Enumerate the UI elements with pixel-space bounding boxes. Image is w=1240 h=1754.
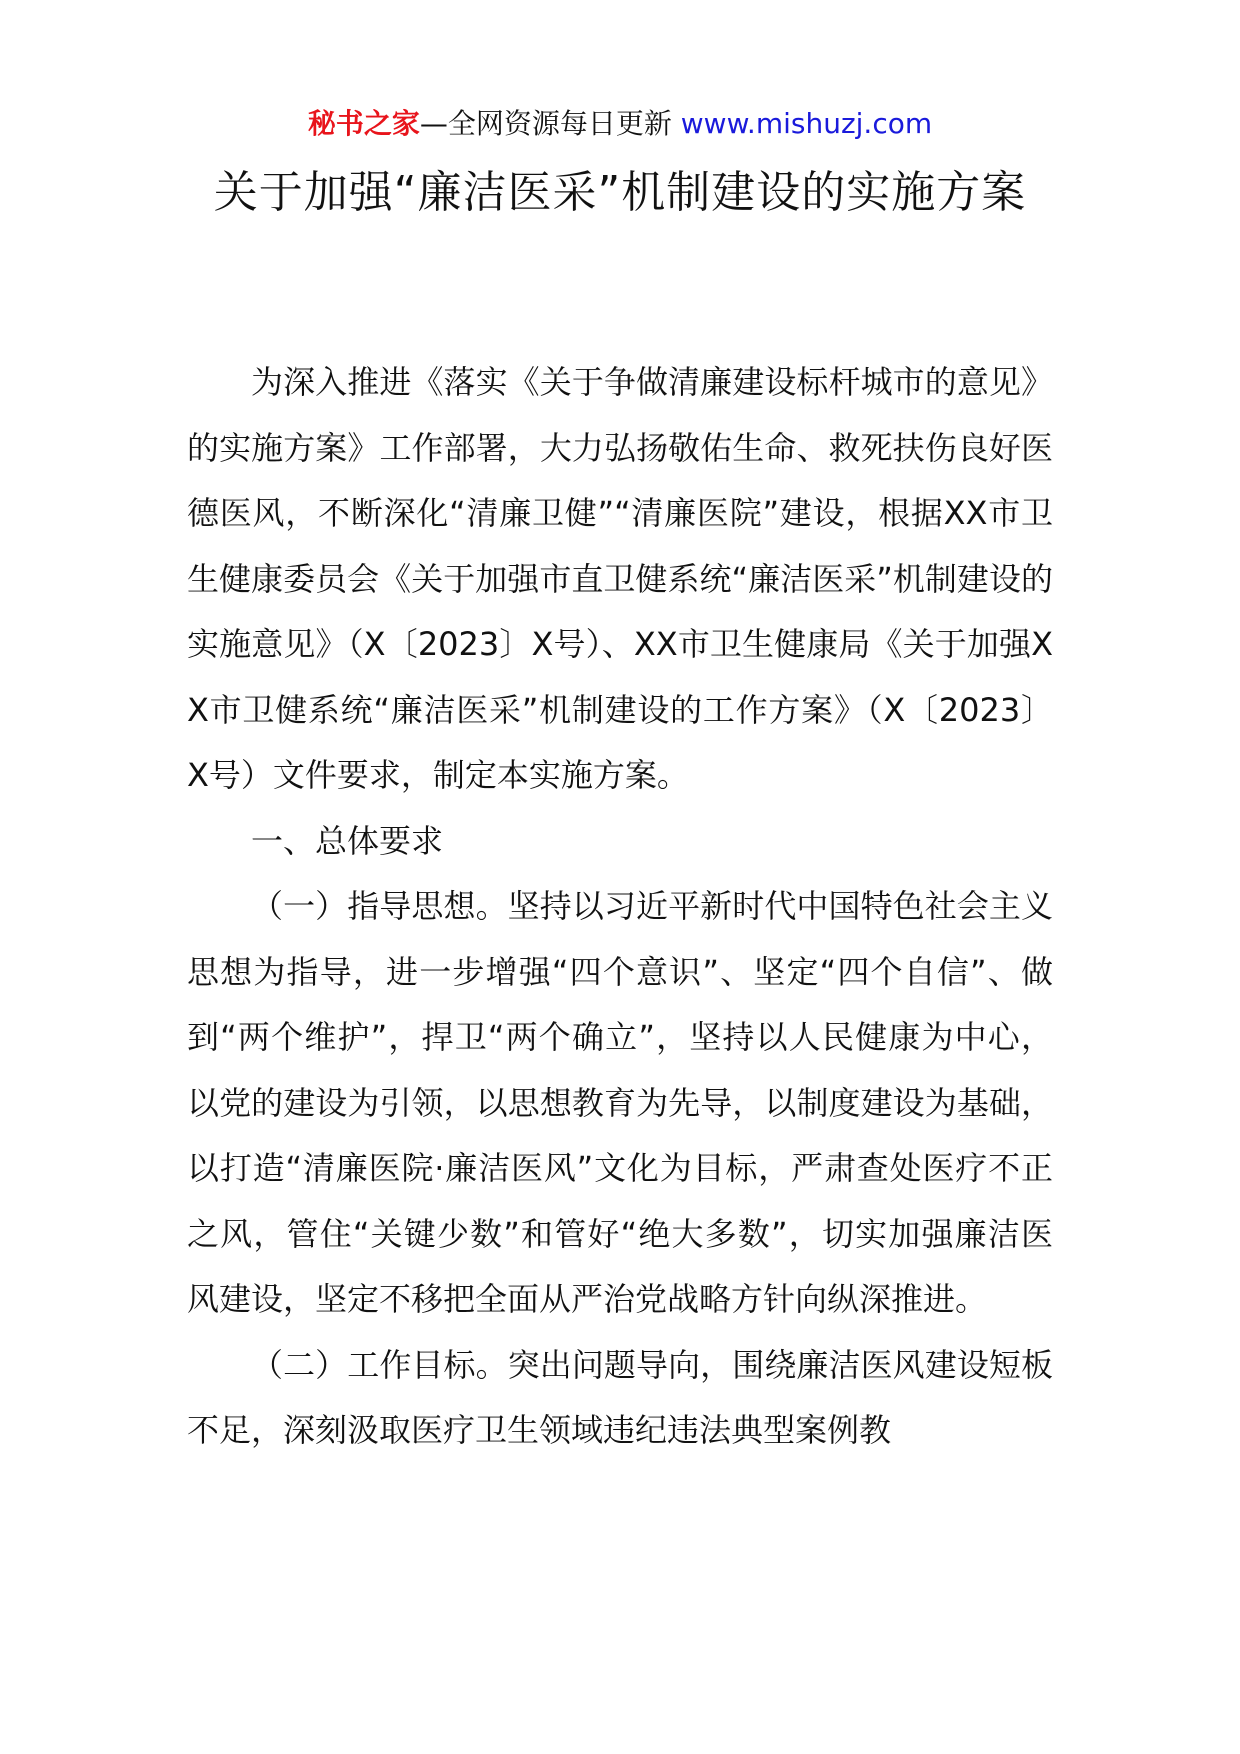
page-header — [0, 104, 1240, 144]
document-body — [187, 350, 1053, 1464]
header-brand: 秘书之家 — [307, 107, 420, 140]
header-site-link[interactable]: www.mishuzj.com — [680, 107, 933, 140]
paragraph-work-goals: （二）工作目标。突出问题导向，围绕廉洁医风建设短板不足，深刻汲取医疗卫生领域违纪违法典型案例教 — [187, 1345, 1053, 1449]
intro-paragraph: 为深入推进《落实《关于争做清廉建设标杆城市的意见》的实施方案》工作部署，大力弘扬敬佑生命、救死扶伤良好医德医风，不断深化“清廉卫健”“清廉医院”建设，根据XX市卫生健康委员会《关于加强市直卫健系统“廉洁医采”机制建设的实施意见》（X〔2023〕X号）、XX市卫生健康局《关于加强XX市卫健系统“廉洁医采”机制建设的工作方案》（X〔2023〕X号）文件要求，制定本实施方案。 — [187, 363, 1053, 794]
section-heading-general-requirements: 一、总体要求 — [251, 821, 444, 860]
paragraph-guiding-ideology: （一）指导思想。坚持以习近平新时代中国特色社会主义思想为指导，进一步增强“四个意识”、坚定“四个自信”、做到“两个维护”，捍卫“两个确立”，坚持以人民健康为中心，以党的建设为引领，以思想教育为先导，以制度建设为基础，以打造“清廉医院·廉洁医风”文化为目标，严肃查处医疗不正之风，管住“关键少数”和管好“绝大多数”，切实加强廉洁医风建设，坚定不移把全面从严治党战略方针向纵深推进。 — [187, 887, 1053, 1318]
header-tagline: —全网资源每日更新 — [419, 107, 681, 140]
document-title: 关于加强“廉洁医采”机制建设的实施方案 — [213, 167, 1027, 218]
